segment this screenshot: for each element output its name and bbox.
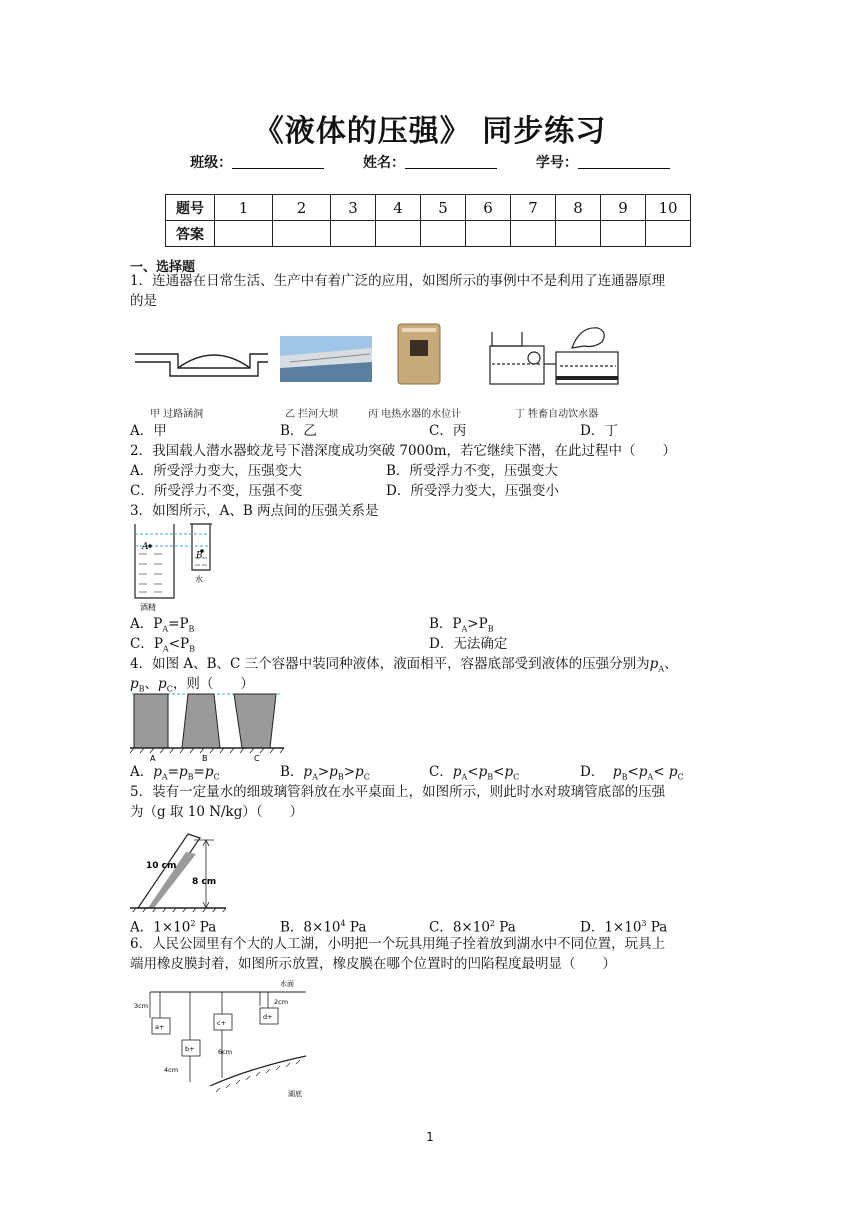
water-heater-photo [398,324,440,384]
q3-option-a[interactable]: A．$P_A=P_B$ [130,616,195,634]
number-cell: 5 [421,195,466,221]
tube-length-label: 10 cm [146,861,177,871]
label-alcohol: 酒精 [140,603,156,612]
class-label: 班级： [190,155,233,171]
water-height-label: 8 cm [192,877,217,887]
id-blank[interactable] [578,154,670,169]
answer-cell[interactable] [646,221,691,247]
answer-cell[interactable] [511,221,556,247]
q5-stem-2: 为（g 取 10 N/kg）（ ） [130,804,304,820]
q1-stem-2: 的是 [130,293,157,309]
number-row [166,195,691,221]
q2-option-b[interactable]: B．所受浮力不变，压强变大 [386,463,558,479]
label-a: A [142,542,149,552]
container-b-label: B [202,754,208,762]
q5-stem-1: 5．装有一定量水的细玻璃管斜放在水平桌面上，如图所示，则此时水对玻璃管底部的压强 [130,784,666,800]
q1-stem-1: 1．连通器在日常生活、生产中有着广泛的应用，如图所示的事例中不是利用了连通器原理 [130,273,666,289]
q1-option-c[interactable]: C．丙 [429,423,467,439]
position-d-label: d+ [263,1013,273,1021]
depth-4cm-label: 4cm [164,1066,179,1074]
q3-stem: 3．如图所示，A、B 两点间的压强关系是 [130,503,379,519]
answer-cell[interactable] [421,221,466,247]
answer-cell[interactable] [331,221,376,247]
q4-figure [130,692,286,762]
q3-option-c[interactable]: C．$P_A<P_B$ [130,636,195,654]
name-label: 姓名： [363,155,405,171]
number-cell: 10 [646,195,691,221]
q5-figure [130,822,230,912]
q6-figure [130,970,310,1102]
dam-photo [280,336,372,382]
name-blank[interactable] [405,154,497,169]
answer-table [165,194,691,247]
number-cell: 8 [556,195,601,221]
position-c-label: c+ [217,1019,227,1027]
drinker-diagram [490,328,618,384]
q1-option-b[interactable]: B．乙 [280,423,317,439]
q3-option-b[interactable]: B．$P_A>P_B$ [429,616,494,634]
depth-2cm-label: 2cm [274,998,289,1006]
q4-option-a[interactable]: A．$p_A=p_B=p_C$ [130,764,220,782]
q5-option-d[interactable]: D．$1\times 10^3$ Pa [580,919,668,936]
caption-dam: 乙 拦河大坝 [285,409,339,420]
page-number: 1 [426,1130,434,1144]
q1-option-d[interactable]: D．丁 [580,423,618,439]
q1-figures [130,318,620,400]
q4-stem-2: $p_B$、$p_C$，则（ ） [130,676,254,694]
number-cell: 2 [273,195,331,221]
q3-option-d[interactable]: D．无法确定 [429,636,508,652]
q2-option-a[interactable]: A．所受浮力变大，压强变大 [130,463,302,479]
lakebed-label: 湖底 [288,1090,302,1098]
q3-figure [130,520,230,612]
answer-cell[interactable] [376,221,421,247]
number-header: 题号 [166,195,215,221]
number-cell: 7 [511,195,556,221]
answer-cell[interactable] [273,221,331,247]
number-cell: 9 [601,195,646,221]
label-b: B [196,551,203,561]
student-info [0,152,860,172]
number-cell: 3 [331,195,376,221]
caption-water-heater: 丙 电热水器的水位计 [368,409,462,420]
q5-option-b[interactable]: B．$8\times 10^4$ Pa [280,919,367,936]
caption-drinker: 丁 牲畜自动饮水器 [515,409,599,420]
class-blank[interactable] [232,154,324,169]
label-water: 水 [195,575,203,584]
section-heading: 一、选择题 [130,260,196,275]
position-a-label: a+ [155,1023,165,1031]
answer-row [166,221,691,247]
answer-cell[interactable] [601,221,646,247]
q4-stem-1: 4．如图 A、B、C 三个容器中装同种液体，液面相平，容器底部受到液体的压强分别为$p_A$、 [130,656,678,674]
q1-option-a[interactable]: A．甲 [130,423,167,439]
q4-option-c[interactable]: C．$p_A<p_B<p_C$ [429,764,520,782]
number-cell: 6 [466,195,511,221]
depth-3cm-label: 3cm [134,1002,149,1010]
culvert-diagram [135,354,268,376]
container-a-label: A [150,754,156,762]
number-cell: 4 [376,195,421,221]
q4-option-b[interactable]: B．$p_A>p_B>p_C$ [280,764,370,782]
q4-option-d[interactable]: D． $p_B<p_A< p_C$ [580,764,684,782]
q6-stem-1: 6．人民公园里有个大的人工湖，小明把一个玩具用绳子拴着放到湖水中不同位置，玩具上 [130,936,666,952]
answer-cell[interactable] [556,221,601,247]
page-title: 《液体的压强》 同步练习 [253,114,607,149]
q5-option-a[interactable]: A．$1\times 10^2$ Pa [130,919,217,936]
position-b-label: b+ [185,1045,195,1053]
q2-option-d[interactable]: D．所受浮力变大，压强变小 [386,483,559,499]
answer-cell[interactable] [466,221,511,247]
id-label: 学号： [535,155,578,171]
q5-option-c[interactable]: C．$8\times 10^2$ Pa [429,919,516,936]
q2-stem: 2．我国载人潜水器蛟龙号下潜深度成功突破 7000m，若它继续下潜，在此过程中（ ） [130,443,677,459]
depth-6cm-label: 6cm [218,1048,233,1056]
q6-stem-2: 端用橡皮膜封着，如图所示放置，橡皮膜在哪个位置时的凹陷程度最明显（ ） [130,956,616,972]
q2-option-c[interactable]: C．所受浮力不变，压强不变 [130,483,303,499]
caption-culvert: 甲 过路涵洞 [150,409,204,420]
surface-label: 水面 [280,980,294,988]
container-c-label: C [254,754,260,762]
answer-cell[interactable] [215,221,273,247]
answer-header: 答案 [166,221,215,247]
number-cell: 1 [215,195,273,221]
